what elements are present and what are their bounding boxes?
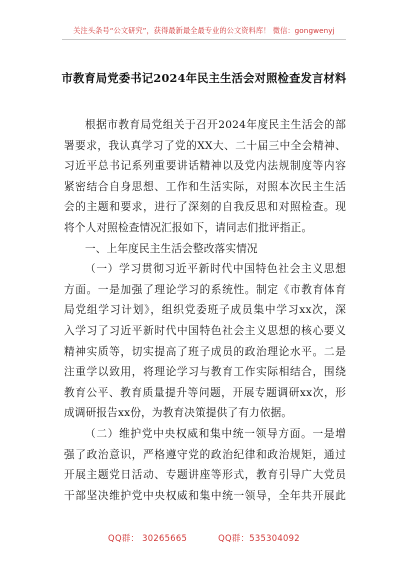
header-notice: 关注头条号“公文研究”，获得最新最全最专业的公文资料库！ 微信：gongwenyj xyxy=(73,26,335,35)
footer-qq-group-1: QQ群： 30265665 xyxy=(108,533,188,543)
body-line: 干部坚决维护党中央权威和集中统一领导，全年共开展此 xyxy=(64,489,346,502)
body-line: 将个人对照检查情况汇报如下，请同志们批评指正。 xyxy=(64,221,313,234)
body-line: 方面。一是加强了理论学习的系统性。制定《市教育体育 xyxy=(64,283,346,296)
body-line: 强了政治意识，严格遵守党的政治纪律和政治规矩，通过 xyxy=(64,448,346,461)
body-line: 局党组学习计划》，组织党委班子成员集中学习xx次，深 xyxy=(64,304,346,317)
body-line: 会的主题和要求，进行了深刻的自我反思和对照检查。现 xyxy=(64,201,346,214)
body-line: 成调研报告xx份，为教育决策提供了有力依据。 xyxy=(64,407,293,420)
body-line: 开展主题党日活动、专题讲座等形式，教育引导广大党员 xyxy=(64,469,346,482)
header-divider xyxy=(62,39,346,40)
body-line: （一）学习贯彻习近平新时代中国特色社会主义思想 xyxy=(85,263,346,276)
document-body xyxy=(64,115,346,506)
body-line: 注重学以致用，将理论学习与教育工作实际相结合，围绕 xyxy=(64,366,346,379)
body-line: 紧密结合自身思想、工作和生活实际，对照本次民主生活 xyxy=(64,180,346,193)
body-line: 署要求，我认真学习了党的XX大、二十届三中全会精神、 xyxy=(64,139,346,152)
section-heading: 一、上年度民主生活会整改落实情况 xyxy=(85,242,258,255)
body-line: 入学习了习近平新时代中国特色社会主义思想的核心要义 xyxy=(64,324,346,337)
body-line: （二）维护党中央权威和集中统一领导方面。一是增 xyxy=(85,427,346,440)
body-line: 精神实质等，切实提高了班子成员的政治理论水平。二是 xyxy=(64,345,346,358)
body-line: 根据市教育局党组关于召开2024年度民主生活会的部 xyxy=(85,119,346,131)
footer-contact xyxy=(0,532,408,544)
footer-qq-group-2: QQ群：535304092 xyxy=(218,533,300,543)
body-line: 习近平总书记系列重要讲话精神以及党内法规制度等内容 xyxy=(64,160,346,173)
body-line: 教育公平、教育质量提升等问题，开展专题调研xx次，形 xyxy=(64,386,346,399)
document-title: 市教育局党委书记2024年民主生活会对照检查发言材料 xyxy=(61,71,347,85)
